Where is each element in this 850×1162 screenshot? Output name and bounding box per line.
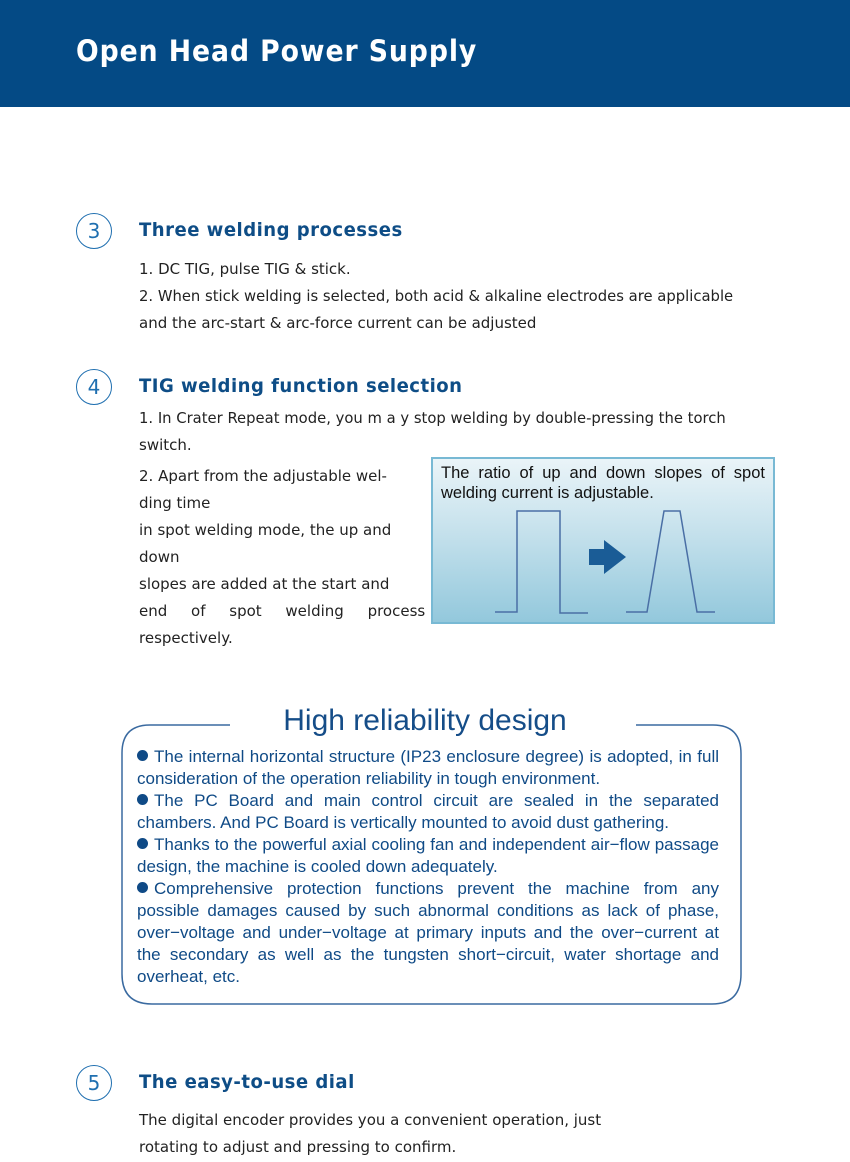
square-pulse-icon <box>495 511 588 613</box>
body-line: ding time <box>139 494 211 512</box>
section-number-badge: 5 <box>76 1065 112 1101</box>
reliability-list <box>137 746 719 988</box>
section-body <box>139 1107 601 1161</box>
body-line: and the arc-start & arc-force current can be adjusted <box>139 314 537 332</box>
page-header <box>0 0 850 107</box>
section-title: The easy-to-use dial <box>139 1071 355 1093</box>
section-body <box>139 256 733 337</box>
body-line: in spot welding mode, the up and <box>139 521 392 539</box>
section-title: Three welding processes <box>139 219 403 241</box>
reliability-title: High reliability design <box>283 704 567 737</box>
reliability-item: The PC Board and main control circuit are sealed in the separated chambers. And PC Board is vertically mounted to avoid dust gathering. <box>137 791 719 832</box>
section-number-badge: 4 <box>76 369 112 405</box>
body-line: respectively. <box>139 629 233 647</box>
body-line: 2. Apart from the adjustable wel- <box>139 467 387 485</box>
body-line: 2. When stick welding is selected, both acid & alkaline electrodes are applicable <box>139 288 734 305</box>
waveform-graphic <box>433 459 777 626</box>
bullet-icon <box>137 838 148 849</box>
reliability-item: Thanks to the powerful axial cooling fan and independent air−flow passage design, the machine is cooled down adequately. <box>137 835 719 876</box>
reliability-item: The internal horizontal structure (IP23 enclosure degree) is adopted, in full consideration of the operation reliability in tough environment. <box>137 747 719 788</box>
body-line: switch. <box>139 436 192 454</box>
body-line: The digital encoder provides you a convenient operation, just <box>139 1111 602 1129</box>
diagram-caption: The ratio of up and down slopes of spot welding current is adjustable. <box>441 464 765 502</box>
trapezoid-pulse-icon <box>626 511 715 612</box>
bullet-icon <box>137 794 148 805</box>
body-line: rotating to adjust and pressing to confirm. <box>139 1138 457 1156</box>
bullet-icon <box>137 750 148 761</box>
section-side-text <box>139 463 426 652</box>
spot-welding-diagram <box>431 457 775 624</box>
section-title: TIG welding function selection <box>139 375 463 397</box>
right-arrow-icon <box>589 540 626 574</box>
reliability-item: Comprehensive protection functions prevent the machine from any possible damages caused by such abnormal conditions as lack of phase, over−voltage and under−voltage at primary inputs and the over−current at the secondary as well as the tungsten short−circuit, water shortage and overheat, etc. <box>137 879 719 986</box>
body-line: down <box>139 548 180 566</box>
body-line: 1. In Crater Repeat mode, you m a y stop welding by double-pressing the torch <box>139 410 726 427</box>
body-line: 1. DC TIG, pulse TIG & stick. <box>139 260 351 278</box>
body-line: slopes are added at the start and <box>139 575 390 593</box>
page-title: Open Head Power Supply <box>76 34 478 68</box>
section-number-badge: 3 <box>76 213 112 249</box>
body-line: end of spot welding process <box>139 602 426 620</box>
section-body <box>139 405 726 459</box>
bullet-icon <box>137 882 148 893</box>
